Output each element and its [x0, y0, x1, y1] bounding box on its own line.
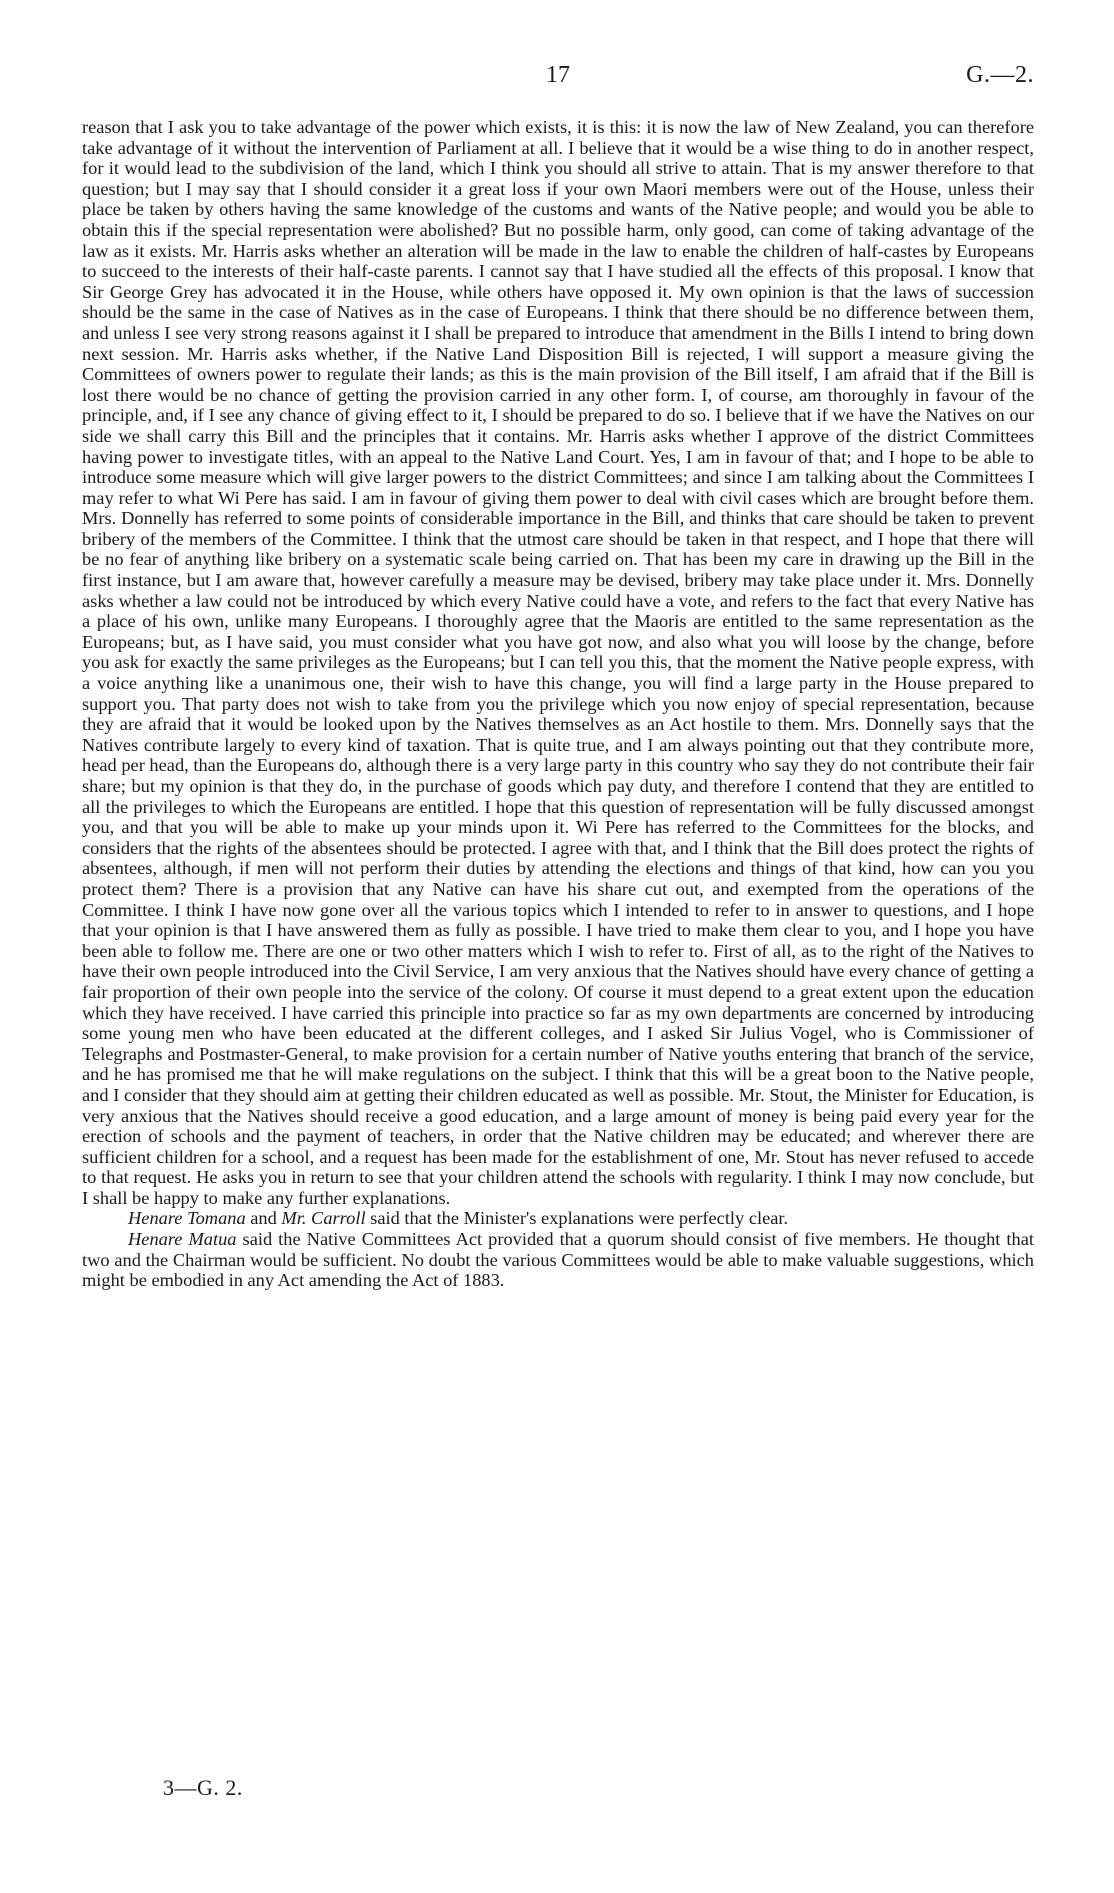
page-number: 17 [546, 62, 570, 88]
main-paragraph: reason that I ask you to take advantage of the power which exists, it is this: it is now the law of New Zealand, you can therefore take advantage of it without the intervention of Parliament at all. I believe that it would be a wise thing to do in another respect, for it would lead to the subdivision of the land, which I think you should all strive to attain. That is my answer therefore to that question; but I may say that I should consider it a great loss if your own Maori members were out of the House, unless their place be taken by others having the same knowledge of the customs and wants of the Native people; and would you be able to obtain this if the special representation were abolished? But no possible harm, only good, can come of taking advantage of the law as it exists. Mr. Harris asks whether an alteration will be made in the law to enable the children of half-castes by Europeans to succeed to the interests of their half-caste parents. I cannot say that I have studied all the effects of this proposal. I know that Sir George Grey has advocated it in the House, while others have opposed it. My own opinion is that the laws of succession should be the same in the case of Natives as in the case of Europeans. I think that there should be no difference between them, and unless I see very strong reasons against it I shall be prepared to introduce that amendment in the Bills I intend to bring down next session. Mr. Harris asks whether, if the Native Land Disposition Bill is rejected, I will support a measure giving the Committees of owners power to regulate their lands; as this is the main provision of the Bill itself, I am afraid that if the Bill is lost there would be no chance of getting the provision carried in any other form. I, of course, am thoroughly in favour of the principle, and, if I see any chance of giving effect to it, I should be prepared to do so. I believe that if we have the Natives on our side we shall carry this Bill and the principles that it contains. Mr. Harris asks whether I approve of the district Committees having power to investigate titles, with an appeal to the Native Land Court. Yes, I am in favour of that; and I hope to be able to introduce some measure which will give larger powers to the district Committees; and since I am talking about the Committees I may refer to what Wi Pere has said. I am in favour of giving them power to deal with civil cases which are brought before them. Mrs. Donnelly has referred to some points of considerable importance in the Bill, and thinks that care should be taken to prevent bribery of the members of the Committee. I think that the utmost care should be taken in that respect, and I hope that there will be no fear of anything like bribery on a systematic scale being carried on. That has been my care in drawing up the Bill in the first instance, but I am aware that, however carefully a measure may be devised, bribery may take place under it. Mrs. Donnelly asks whether a law could not be introduced by which every Native could have a vote, and refers to the fact that every Native has a place of his own, unlike many Europeans. I thoroughly agree that the Maoris are entitled to the same representation as the Europeans; but, as I have said, you must consider what you have got now, and also what you will loose by the change, before you ask for exactly the same privileges as the Europeans; but I can tell you this, that the moment the Native people express, with a voice anything like a unanimous one, their wish to have this change, you will find a large party in the House prepared to support you. That party does not wish to take from you the privilege which you now enjoy of special representation, because they are afraid that it would be looked upon by the Natives themselves as an Act hostile to them. Mrs. Donnelly says that the Natives contribute largely to every kind of taxation. That is quite true, and I am always pointing out that they contribute more, head per head, than the Europeans do, although there is a very large party in this country who say they do not contribute their fair share; but my opinion is that they do, in the purchase of goods which pay duty, and therefore I contend that they are entitled to all the privileges to which the Europeans are entitled. I hope that this question of representation will be fully discussed amongst you, and that you will be able to make up your minds upon it. Wi Pere has referred to the Committees for the blocks, and considers that the rights of the absentees should be protected. I agree with that, and I think that the Bill does protect the rights of absentees, although, if men will not perform their duties by attending the elections and things of that kind, how can you you protect them? There is a provision that any Native can have his share cut out, and exempted from the operations of the Committee. I think I have now gone over all the various topics which I intended to refer to in answer to questions, and I hope that your opinion is that I have answered them as fully as possible. I have tried to make them clear to you, and I hope you have been able to follow me. There are one or two other matters which I wish to refer to. First of all, as to the right of the Natives to have their own people introduced into the Civil Service, I am very anxious that the Natives should have every chance of getting a fair proportion of their own people into the service of the colony. Of course it must depend to a great extent upon the education which they have received. I have carried this principle into practice so far as my own departments are concerned by introducing some young men who have been educated at the different colleges, and I asked Sir Julius Vogel, who is Commissioner of Telegraphs and Postmaster-General, to make provision for a certain number of Native youths entering that branch of the service, and he has promised me that he will make regulations on the subject. I think that this will be a great boon to the Native people, and I consider that they should aim at getting their children educated as well as possible. Mr. Stout, the Minister for Education, is very anxious that the Natives should receive a good education, and a large amount of money is being paid every year for the erection of schools and the payment of teachers, in order that the Native children may be educated; and wherever there are sufficient children for a school, and a request has been made for the establishment of one, Mr. Stout has never refused to accede to that request. He asks you in return to see that your children attend the schools with regularity. I think I may now conclude, but I shall be happy to make any further explanations. [82, 117, 1034, 1208]
speaker-name: Henare Tomana [128, 1208, 246, 1229]
document-reference: G.—2. [966, 62, 1034, 88]
paragraph-tomana-carroll [82, 1208, 1034, 1229]
printer-signature-mark: 3—G. 2. [163, 1775, 243, 1800]
document-body [82, 117, 1034, 1291]
speaker-name: Mr. Carroll [281, 1208, 366, 1229]
paragraph-text: said that the Minister's explanations were perfectly clear. [365, 1208, 789, 1229]
speaker-name: Henare Matua [128, 1229, 237, 1250]
page-header [82, 62, 1034, 96]
speaker-joiner: and [245, 1208, 282, 1229]
paragraph-text: said the Native Committees Act provided that a quorum should consist of five members. He thought that two and the Chairman would be sufficient. No doubt the various Committees would be able to make valuable suggestions, which might be embodied in any Act amending the Act of 1883. [82, 1229, 1034, 1291]
paragraph-matua [82, 1229, 1034, 1291]
